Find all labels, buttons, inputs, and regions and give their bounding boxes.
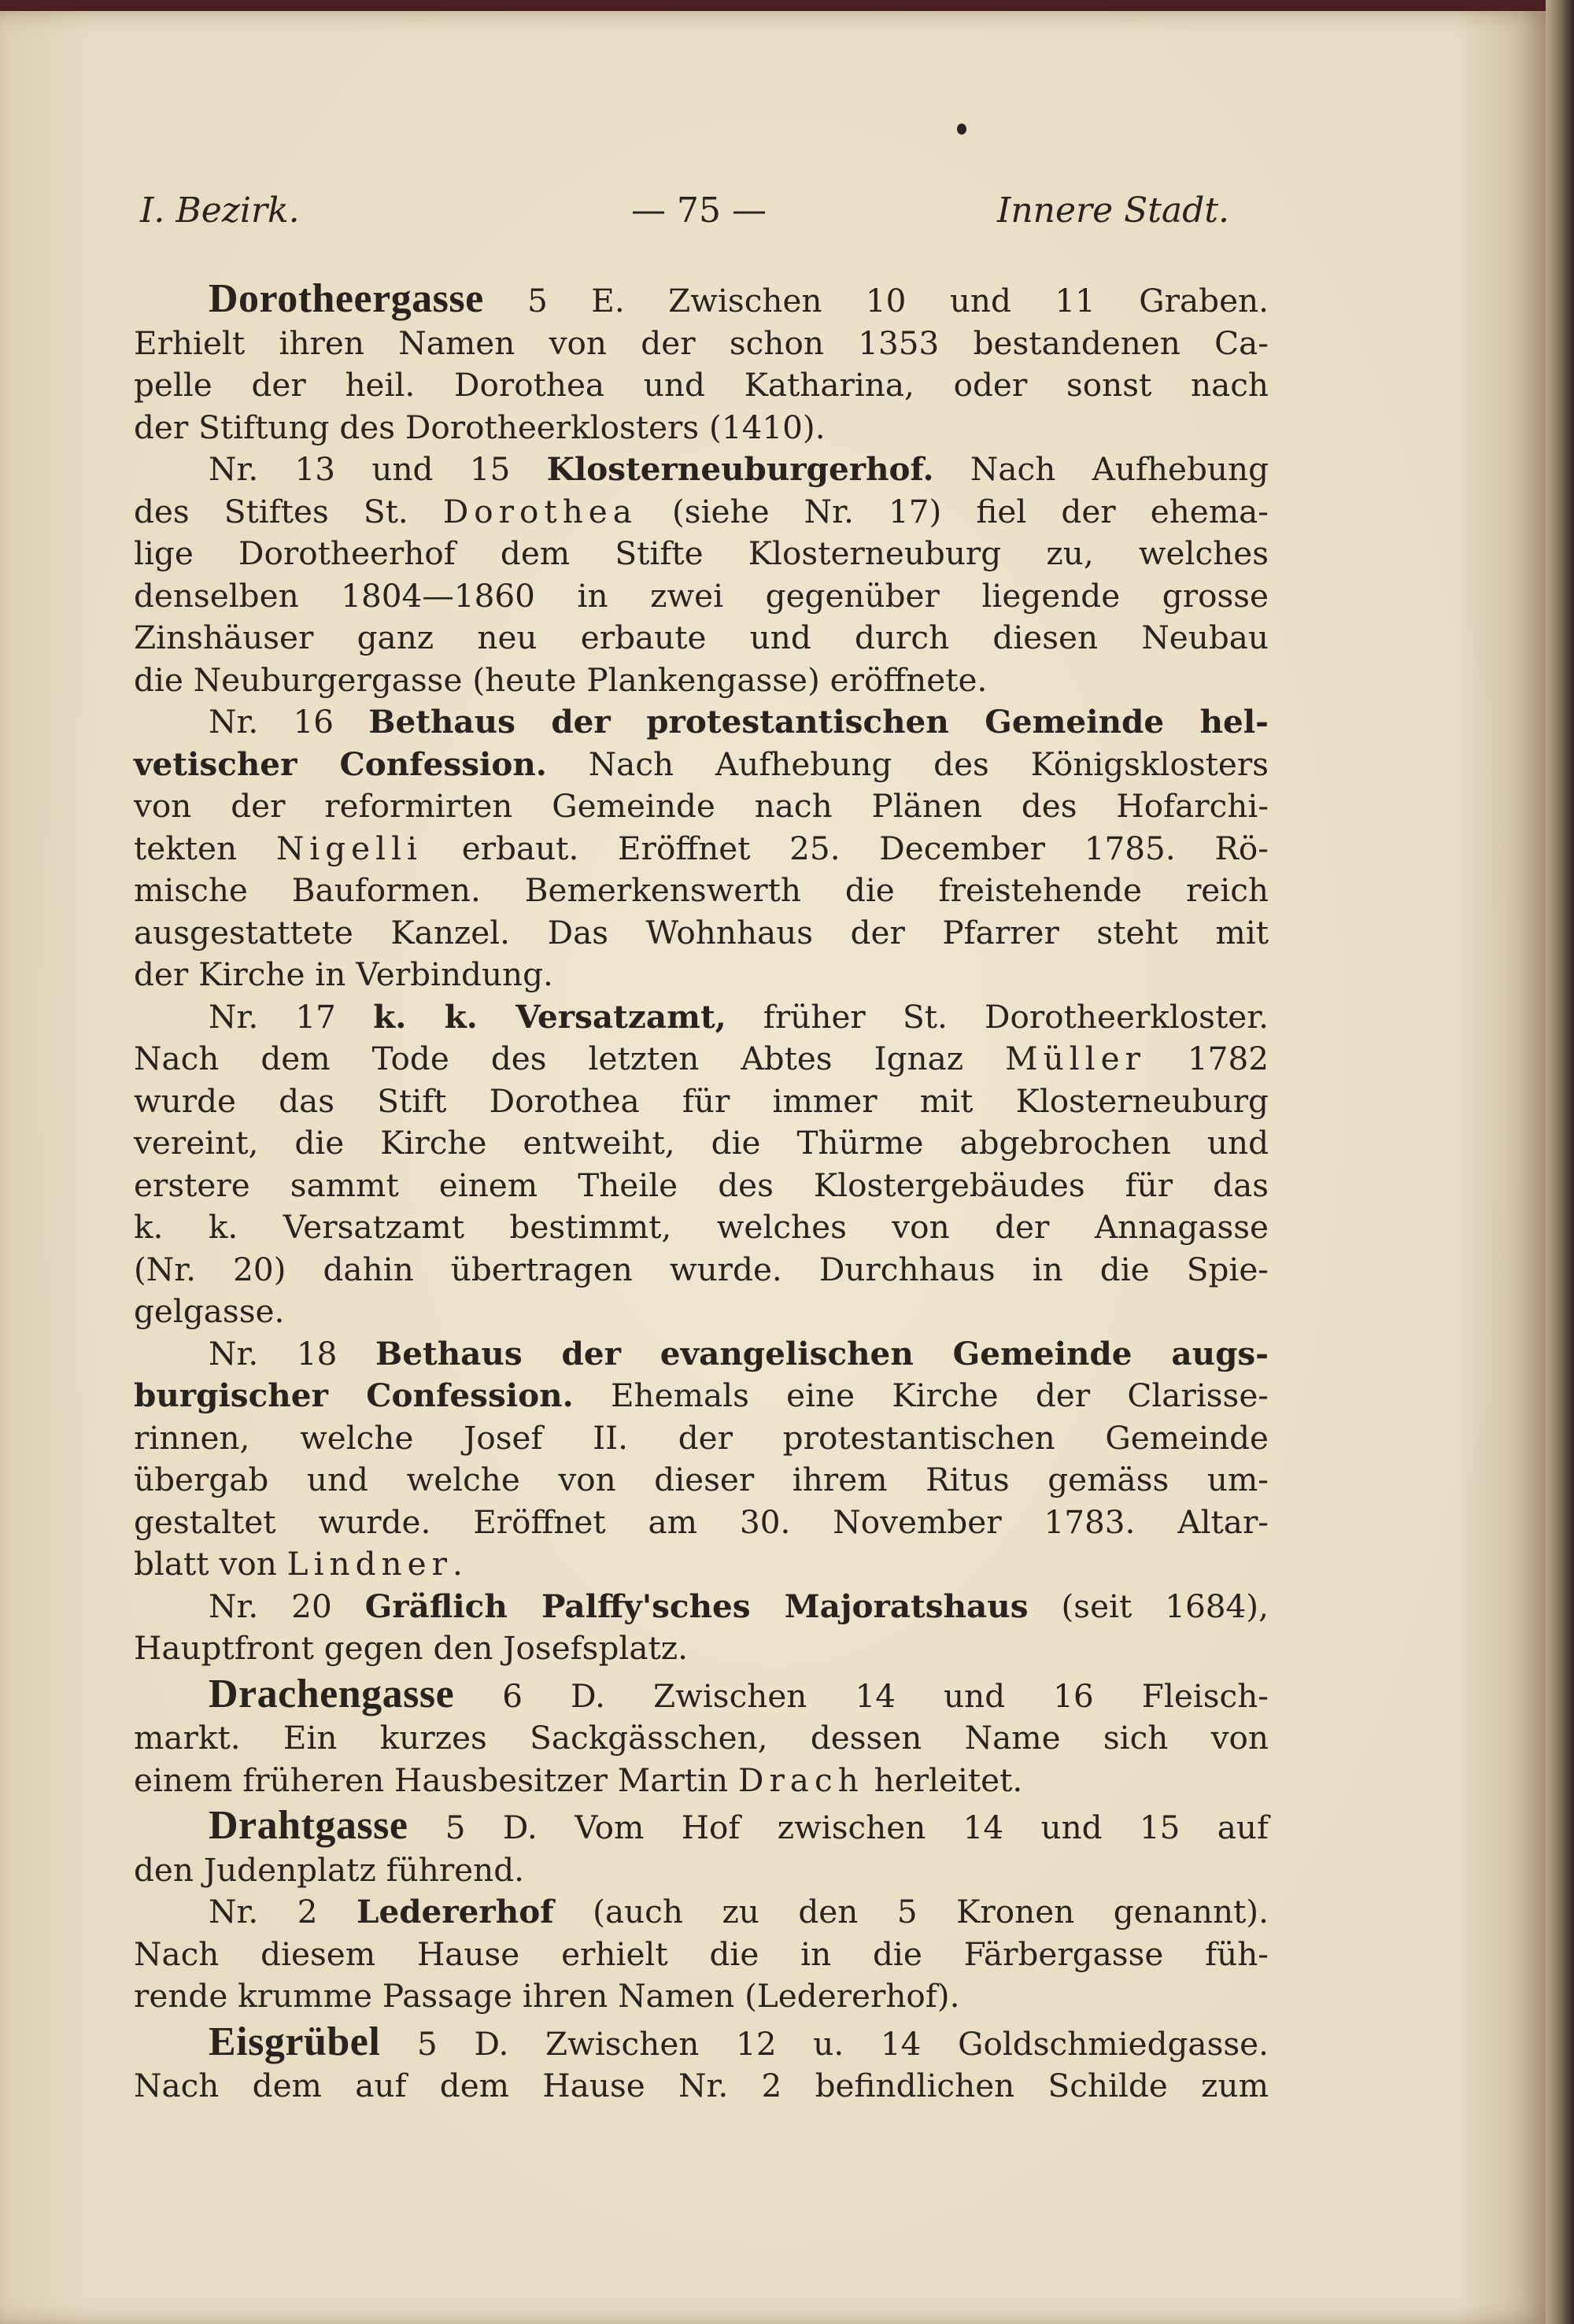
text-line: gelgasse. — [134, 1292, 285, 1330]
house-number: Nr. 20 — [209, 1587, 365, 1625]
book-gutter — [1546, 0, 1574, 2324]
text-line: Nach diesem Hause erhielt die in die Färbergasse füh- — [134, 1934, 1269, 1973]
line-text: (siehe Nr. 17) fiel der ehema- — [637, 492, 1269, 530]
text-line: Nach dem auf dem Hause Nr. 2 befindlichen Schilde zum — [134, 2067, 1269, 2104]
building-name: k. k. Versatzamt, — [373, 997, 726, 1036]
text-line: vereint, die Kirche entweiht, die Thürme abgebrochen und — [134, 1124, 1269, 1162]
spaced-name: Müller — [1005, 1040, 1146, 1077]
text-line: wurde das Stift Dorothea für immer mit Klosterneuburg — [134, 1081, 1269, 1120]
house-number: Nr. 2 — [209, 1893, 357, 1931]
text-line: ausgestattete Kanzel. Das Wohnhaus der Pfarrer steht mit — [134, 913, 1269, 951]
header-section: Innere Stadt. — [996, 190, 1229, 231]
text-line: markt. Ein kurzes Sackgässchen, dessen Name sich von — [134, 1719, 1269, 1757]
text-line — [134, 1673, 1269, 1718]
text-line — [134, 1760, 1269, 1802]
text-line: rende krumme Passage ihren Namen (Ledererhof). — [134, 1977, 960, 2015]
text-line: Erhielt ihren Namen von der schon 1353 bestandenen Ca- — [134, 323, 1269, 362]
house-entry — [134, 701, 1269, 996]
text-line: den Judenplatz führend. — [134, 1850, 525, 1889]
spaced-name: Lindner — [286, 1545, 453, 1583]
building-name: vetischer Confession. — [134, 744, 547, 783]
text-line: gestaltet wurde. Eröffnet am 30. November 1783. Altar- — [134, 1502, 1269, 1541]
text-line — [134, 491, 1269, 534]
text-line — [134, 1375, 1269, 1417]
spaced-name: Nigelli — [275, 829, 423, 867]
text-line — [134, 449, 1269, 491]
house-number: Nr. 16 — [209, 703, 369, 741]
text-line: denselben 1804—1860 in zwei gegenüber liegende grosse — [134, 576, 1269, 615]
text-line: lige Dorotheerhof dem Stifte Klosterneuburg zu, welches — [134, 534, 1269, 572]
building-name: Bethaus der evangelischen Gemeinde augs- — [375, 1334, 1269, 1373]
street-name: Drahtgasse — [209, 1803, 408, 1848]
building-name: Klosterneuburgerhof. — [546, 450, 934, 488]
line-text: Nach Aufhebung — [933, 450, 1269, 488]
line-text: 5 E. Zwischen 10 und 11 Graben. — [483, 282, 1269, 320]
text-line — [134, 828, 1269, 870]
text-line: k. k. Versatzamt bestimmt, welches von der Annagasse — [134, 1208, 1269, 1246]
text-line — [134, 1543, 1269, 1586]
building-name: Bethaus der protestantischen Gemeinde hel- — [368, 703, 1269, 741]
text-line: übergab und welche von dieser ihrem Ritus gemäss um- — [134, 1461, 1269, 1498]
text-line: der Kirche in Verbindung. — [134, 955, 553, 993]
street-name: Eisgrübel — [209, 2019, 381, 2064]
spaced-name: Drach — [737, 1761, 864, 1799]
text-line: die Neuburgergasse (heute Plankengasse) eröffnete. — [134, 660, 988, 699]
line-text: einem früheren Hausbesitzer Martin — [134, 1761, 738, 1799]
line-text: des Stiftes St. — [134, 492, 443, 530]
line-text: Ehemals eine Kirche der Clarisse- — [573, 1376, 1269, 1414]
text-line: der Stiftung des Dorotheerklosters (1410). — [134, 408, 826, 446]
text-line: (Nr. 20) dahin übertragen wurde. Durchhaus in die Spie- — [134, 1250, 1269, 1288]
line-text: (seit 1684), — [1028, 1587, 1269, 1625]
entry-drahtgasse — [134, 1805, 1269, 2018]
text-line — [134, 701, 1269, 744]
entry-drachengasse — [134, 1673, 1269, 1802]
street-name: Dorotheergasse — [209, 276, 484, 321]
line-text: (auch zu den 5 Kronen genannt). — [553, 1893, 1269, 1931]
text-line: pelle der heil. Dorothea und Katharina, oder sonst nach — [134, 366, 1269, 404]
line-text: 6 D. Zwischen 14 und 16 Fleisch- — [454, 1676, 1269, 1715]
building-name: Gräflich Palffy'sches Majoratshaus — [364, 1587, 1029, 1625]
ink-dot — [957, 124, 966, 135]
spaced-name: Dorothea — [442, 492, 637, 530]
text-line — [134, 1805, 1269, 1849]
line-text: blatt von — [134, 1545, 287, 1583]
text-line — [134, 744, 1269, 786]
line-text: 1782 — [1145, 1040, 1269, 1077]
line-text: 5 D. Zwischen 12 u. 14 Goldschmiedgasse. — [380, 2024, 1269, 2063]
text-line: Hauptfront gegen den Josefsplatz. — [134, 1629, 688, 1667]
text-line: Zinshäuser ganz neu erbaute und durch diesen Neubau — [134, 619, 1269, 656]
house-number: Nr. 18 — [209, 1334, 376, 1373]
line-text: Nach Aufhebung des Königsklosters — [546, 744, 1269, 783]
house-entry — [134, 996, 1269, 1333]
text-line — [134, 1586, 1269, 1628]
house-entry — [134, 1333, 1269, 1586]
page-body — [134, 278, 1269, 2108]
line-text: Nach dem Tode des letzten Abtes Ignaz — [134, 1040, 1006, 1077]
building-name: Ledererhof — [357, 1893, 554, 1931]
line-text: tekten — [134, 829, 276, 867]
house-number: Nr. 17 — [209, 997, 374, 1036]
text-line: mische Bauformen. Bemerkenswerth die freistehende reich — [134, 871, 1269, 909]
entry-dorotheergasse — [134, 278, 1269, 449]
running-header — [140, 190, 1229, 246]
text-line: rinnen, welche Josef II. der protestantischen Gemeinde — [134, 1418, 1269, 1457]
entry-eisgruebel — [134, 2021, 1269, 2108]
text-line: erstere sammt einem Theile des Klostergebäudes für das — [134, 1166, 1269, 1204]
text-line — [134, 1891, 1269, 1934]
line-text: erbaut. Eröffnet 25. December 1785. Rö- — [422, 829, 1269, 867]
text-line: von der reformirten Gemeinde nach Plänen des Hofarchi- — [134, 787, 1269, 825]
header-district: I. Bezirk. — [140, 190, 300, 231]
text-line — [134, 278, 1269, 323]
house-number: Nr. 13 und 15 — [209, 450, 547, 488]
text-line — [134, 2021, 1269, 2066]
house-entry — [134, 449, 1269, 701]
line-text: . — [452, 1545, 463, 1583]
text-line — [134, 1333, 1269, 1376]
building-name: burgischer Confession. — [134, 1376, 574, 1414]
line-text: früher St. Dorotheerkloster. — [726, 997, 1269, 1036]
page-number: — 75 — — [631, 190, 767, 231]
house-entry — [134, 1586, 1269, 1670]
line-text: herleitet. — [863, 1761, 1023, 1799]
line-text: 5 D. Vom Hof zwischen 14 und 15 auf — [408, 1809, 1269, 1846]
street-name: Drachengasse — [209, 1671, 455, 1716]
text-line — [134, 1038, 1269, 1081]
text-line — [134, 996, 1269, 1039]
